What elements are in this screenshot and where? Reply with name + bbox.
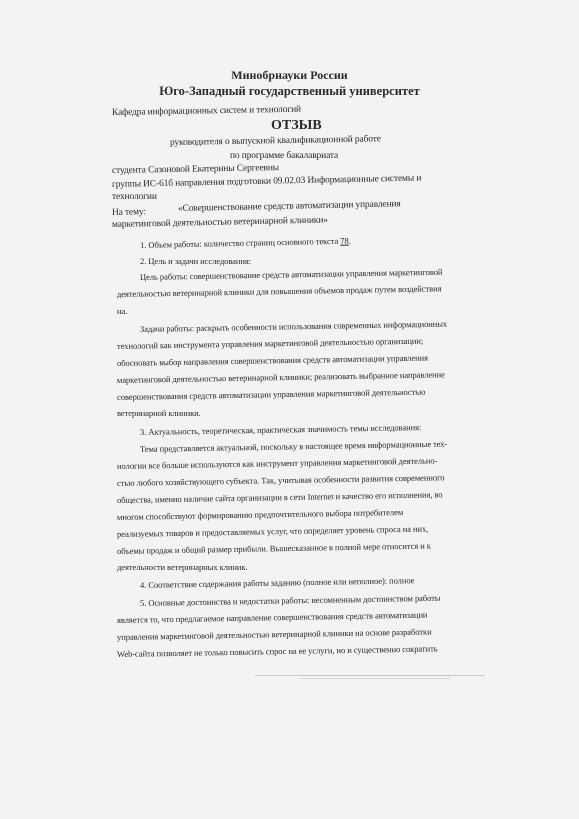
student-line: студента Сазоновой Екатерины Сергеевны <box>111 163 280 176</box>
group-line-2: технологии <box>112 192 157 202</box>
section-5-line-1: 5. Основные достоинства и недостатки работы: несомненным достоинством работы <box>139 592 441 608</box>
relevance-line-6: реализуемых товаров и предоставляемых услуг, что определяет уровень спроса на них, <box>116 523 429 539</box>
tasks-line-1: Задачи работы: раскрыть особенности использования современных информационных <box>139 318 448 334</box>
section-3-heading: 3. Актуальность, теоретическая, практическая значимость темы исследования: <box>139 422 422 437</box>
university-heading: Юго-Западный государственный университет <box>159 84 420 98</box>
group-line: группы ИС-61б направления подготовки 09.02.03 Информационные системы и <box>111 173 422 190</box>
tasks-line-3: обосновать выбор направления совершенствования средств автоматизации управления <box>116 352 428 368</box>
department-line: Кафедра информационных систем и технологий <box>111 104 302 118</box>
section-1-label: 1. Объем работы: количество страниц основного текста <box>139 235 339 250</box>
subtitle-line-2: по программе бакалавриата <box>230 151 339 161</box>
relevance-line-1: Тема представляется актуальной, поскольку в настоящее время информационные тех- <box>139 438 448 454</box>
goal-line-3: на. <box>117 306 128 316</box>
section-1 <box>140 236 351 250</box>
section-5-line-2: является то, что предлагаемое направление совершенствования средств автоматизации <box>116 609 428 625</box>
document-title: ОТЗЫВ <box>271 118 322 133</box>
topic-line-2: маркетинговой деятельностью ветеринарной клиники» <box>111 215 328 230</box>
relevance-line-8: деятельности ветеринарных клиник. <box>117 562 248 572</box>
section-5-line-3: управления маркетинговой деятельностью ветеринарной клиники на основе разработки <box>116 626 432 642</box>
section-4: 4. Соответствие содержания работы заданию (полное или неполное): полное <box>139 575 415 590</box>
tasks-line-2: технологий как инструмента управления маркетинговой деятельностью организации; <box>116 335 424 351</box>
page-count-value: 78 <box>340 235 349 246</box>
relevance-line-4: общества, именно наличие сайта организации в сети Internet и качество его исполнения, во <box>116 489 443 505</box>
scan-artifact <box>300 678 450 679</box>
subtitle-line-1: руководителя о выпускной квалификационной работе <box>169 134 381 148</box>
goal-line-1: Цель работы: совершенствование средств автоматизации управления маркетинговой <box>139 266 443 282</box>
ministry-heading: Минобрнауки России <box>231 68 348 82</box>
tasks-line-4: маркетинговой деятельностью ветеринарной клиники; реализовать выбранное направление <box>116 369 445 385</box>
section-5-line-4: Web-сайта позволяет не только повысить спрос на ее услуги, но и существенно сократить <box>116 643 438 659</box>
scan-artifact <box>255 675 485 676</box>
tasks-line-6: ветеринарной клиники. <box>117 408 201 418</box>
relevance-line-7: объемы продаж и общий размер прибыли. Вышесказанное в полной мере относится и к <box>116 540 431 556</box>
section-1-suffix: . <box>348 235 351 246</box>
relevance-line-3: стью любого хозяйствующего субъекта. Так, учитывая особенности развития современного <box>116 472 445 488</box>
relevance-line-5: многом способствуют формированию предпочтительного выбора потребителем <box>116 507 404 522</box>
goal-line-2: деятельностью ветеринарной клиники для повышения объемов продаж путем воздействия <box>116 283 442 299</box>
relevance-line-2: нологии все больше используются как инструмент управления маркетинговой деятельно- <box>116 455 438 471</box>
topic-label: На тему: <box>111 207 147 218</box>
section-2-heading: 2. Цель и задачи исследования: <box>140 256 252 266</box>
tasks-line-5: совершенствования средств автоматизации управления маркетинговой деятельностью <box>116 386 426 402</box>
topic-line-1: «Совершенствование средств автоматизации управления <box>177 199 401 214</box>
